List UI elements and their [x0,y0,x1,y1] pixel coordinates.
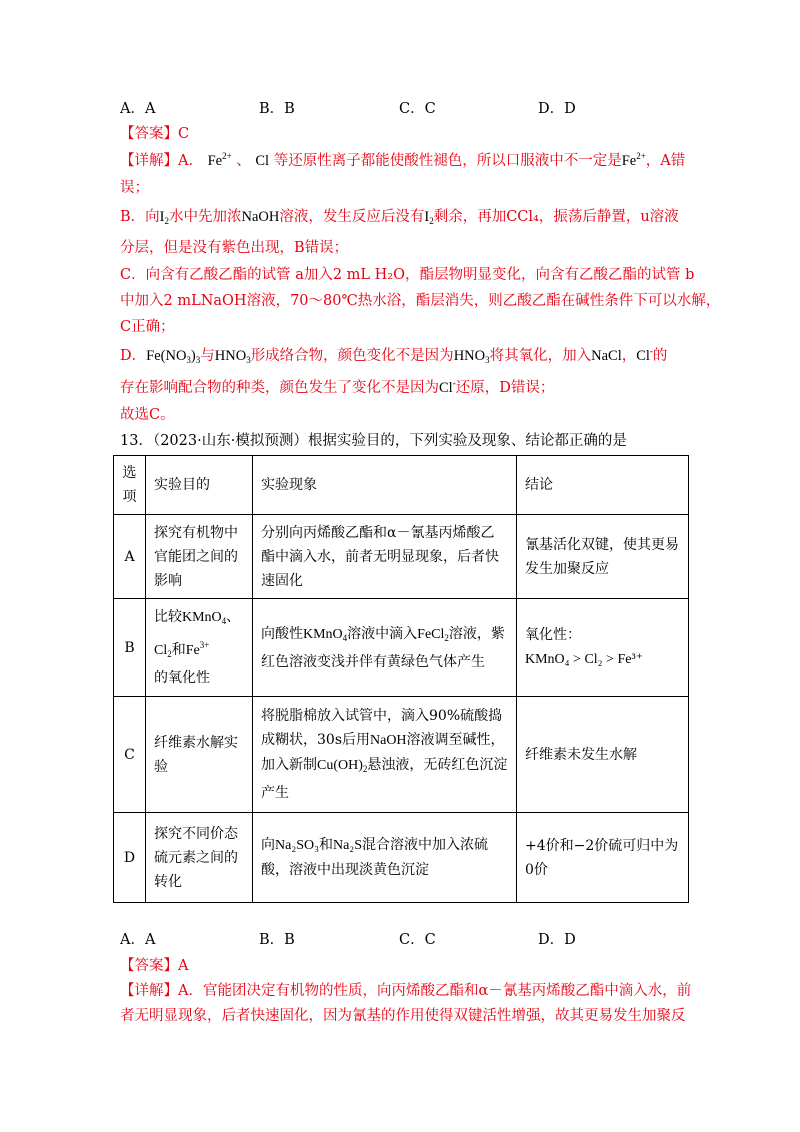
q13-table [113,455,689,903]
q12-option-d: D．D [538,101,576,117]
row-c-phenomenon: 将脱脂棉放入试管中，滴入90%硫酸捣成糊状，30s后用NaOH溶液调至碱性，加入新制$Cu(OH)_2$悬浊液，无砖红色沉淀产生 [253,697,517,813]
table-row-b [114,599,689,697]
detail-tag: 【详解】 [120,153,178,169]
q12-option-a: A．A [120,101,156,117]
row-c-label: C [114,697,146,813]
row-a-label: A [114,515,146,599]
text: 溶液，发生反应后没有 [279,209,425,225]
q12-conclusion: 故选C。 [120,407,175,423]
chem-i2b: $I_2$ [424,209,434,226]
q12-option-b: B．B [259,101,295,117]
answer-tag: 【答案】 [120,958,178,974]
q12-answer [120,122,189,143]
chem-cl-minus: Cl- [636,346,653,364]
q12-detail-line-a [120,149,685,170]
q13-stem: 13．（2023·山东·模拟预测）根据实验目的，下列实验及现象、结论都正确的是 [120,433,627,449]
chem-feno3: $Fe(NO_3)_3$ [146,348,201,365]
chem-i2: $I_2$ [159,209,169,226]
q13-option-a: A．A [120,932,156,948]
answer-value: A [178,958,189,974]
table-row-a [114,515,689,599]
row-c-purpose: 纤维素水解实验 [146,697,253,813]
row-d-label: D [114,813,146,903]
chem-hno3: $HNO_3$ [214,348,251,365]
text: 存在影响配合物的种类，颜色发生了变化不是因为 [120,380,439,396]
text: A．官能团决定有机物的性质，向丙烯酸乙酯和α－氰基丙烯酸乙酯中滴入水，前 [178,983,692,999]
row-a-purpose: 探究有机物中官能团之间的影响 [146,515,253,599]
text: ，A错 [645,153,686,169]
q12-detail-line-d1 [120,344,667,365]
header-phenomenon: 实验现象 [253,456,517,515]
q12-detail-line-d2 [120,376,554,397]
header-option: 选项 [114,456,146,515]
text: ， [621,348,637,364]
chem-nacl: NaCl [591,348,622,364]
text: 剩余，再加CCl₄，振荡后静置，u溶液 [433,209,679,225]
header-purpose: 实验目的 [146,456,253,515]
chem-cl: Cl [255,153,270,169]
text: A． [178,153,203,169]
chem-cl-minus-2: Cl- [439,378,456,396]
text: 、 [236,153,251,169]
detail-tag: 【详解】 [120,983,178,999]
q13-option-c: C．C [399,932,436,948]
text: 的 [652,348,668,364]
q13-detail-line-2: 者无明显现象，后者快速固化，因为氰基的作用使得双键活性增强，故其更易发生加聚反 [120,1008,686,1024]
q12-detail-line-a2: 误； [120,180,149,196]
q12-detail-line-c2: 中加入2 mLNaOH溶液，70～80℃热水浴，酯层消失，则乙酸乙酯在碱性条件下可以水解， [120,293,721,309]
chem-naoh: NaOH [241,209,280,225]
text: 形成络合物，颜色变化不是因为 [250,348,454,364]
q12-detail-line-b [120,205,679,226]
text: D． [120,348,147,364]
q12-option-c: C．C [399,101,436,117]
answer-value: C [178,126,190,142]
text: B．向 [120,209,160,225]
text: 水中先加浓 [169,209,242,225]
text: 将其氧化，加入 [489,348,592,364]
header-conclusion: 结论 [517,456,689,515]
table-row-d [114,813,689,903]
row-d-phenomenon: 向Na₂SO₃和Na₂S混合溶液中加入浓硫酸，溶液中出现淡黄色沉淀 [253,813,517,903]
q13-option-d: D．D [538,932,576,948]
q12-detail-line-c3: C正确； [120,319,175,335]
q13-option-b: B．B [259,932,295,948]
row-a-phenomenon: 分别向丙烯酸乙酯和α－氰基丙烯酸乙酯中滴入水，前者无明显现象，后者快速固化 [253,515,517,599]
table-row-c [114,697,689,813]
text: 等还原性离子都能使酸性褪色，所以口服液中不一定是 [273,153,622,169]
row-b-conclusion: 氧化性： KMnO₄ > Cl₂ > Fe³⁺ [517,599,689,697]
text: 还原，D错误； [455,380,555,396]
row-c-conclusion: 纤维素未发生水解 [517,697,689,813]
answer-tag: 【答案】 [120,126,178,142]
q12-detail-line-c1: C．向含有乙酸乙酯的试管 a加入2 mL H₂O，酯层物明显变化，向含有乙酸乙酯的试管 b [120,267,695,283]
table-header-row [114,456,689,515]
chem-fe2b: $Fe^{2+}$ [621,151,646,169]
q13-detail-line-1 [120,979,691,1000]
row-d-purpose: 探究不同价态硫元素之间的转化 [146,813,253,903]
chem-hno3b: $HNO_3$ [453,348,490,365]
chem-fe2: $Fe^{2+}$ [207,151,232,169]
row-a-conclusion: 氰基活化双键，使其更易发生加聚反应 [517,515,689,599]
row-b-label: B [114,599,146,697]
row-b-phenomenon: 向酸性KMnO$_4$溶液中滴入FeCl$_2$溶液，紫红色溶液变浅并伴有黄绿色气体产生 [253,599,517,697]
row-d-conclusion: +4价和−2价硫可归中为0价 [517,813,689,903]
q12-detail-line-b2: 分层，但是没有紫色出现，B错误； [120,240,349,256]
q13-answer [120,954,188,975]
row-b-purpose: 比较KMnO$_4$、 $Cl_2$和$Fe^{3+}$ 的氧化性 [146,599,253,697]
text: 与 [200,348,215,364]
